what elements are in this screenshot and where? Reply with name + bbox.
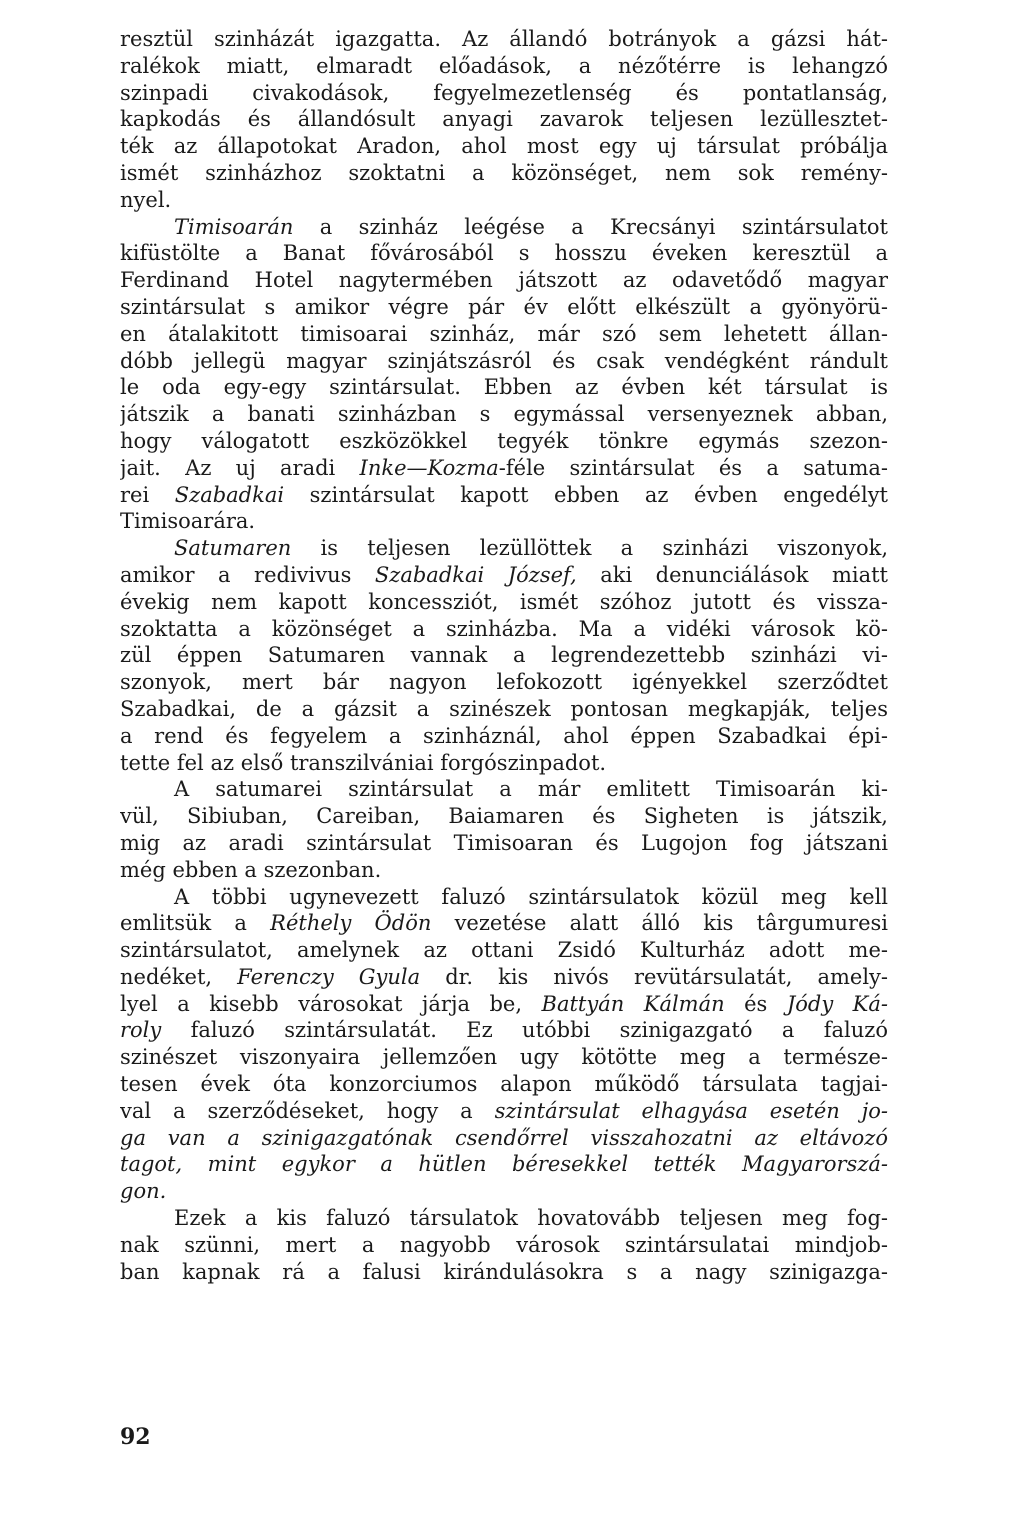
text-line bbox=[120, 428, 888, 455]
text-line bbox=[120, 133, 888, 160]
text-line bbox=[120, 455, 888, 482]
text-line bbox=[120, 857, 888, 884]
text-line bbox=[120, 723, 888, 750]
text-segment: -féle szintársulat és a satuma- bbox=[498, 455, 888, 480]
text-line bbox=[120, 1151, 888, 1178]
text-line bbox=[120, 803, 888, 830]
text-segment: faluzó szintársulatát. Ez utóbbi szinigazgató a faluzó bbox=[161, 1018, 888, 1043]
text-line bbox=[120, 294, 888, 321]
text-line bbox=[120, 562, 888, 589]
text-segment: szintársulat s amikor végre pár év előtt elkészült a gyönyörü- bbox=[120, 294, 888, 319]
text-segment: és bbox=[724, 991, 787, 1016]
text-line bbox=[120, 26, 888, 53]
text-line bbox=[120, 1259, 888, 1286]
text-line bbox=[120, 884, 888, 911]
text-segment: A satumarei szintársulat a már emlitett Timisoarán ki- bbox=[174, 777, 888, 802]
text-line bbox=[120, 830, 888, 857]
text-segment: szinészet viszonyaira jellemzően ugy kötötte meg a természe- bbox=[120, 1045, 888, 1070]
text-segment: tesen évek óta konzorciumos alapon működő társulata tagjai- bbox=[120, 1072, 888, 1097]
text-line bbox=[120, 1017, 888, 1044]
text-line bbox=[120, 991, 888, 1018]
text-segment: nak szünni, mert a nagyobb városok szintársulatai mindjob- bbox=[120, 1232, 888, 1257]
italic-text: Inke—Kozma bbox=[359, 455, 499, 480]
text-line bbox=[120, 1125, 888, 1152]
text-segment: is teljesen lezüllöttek a szinházi viszonyok, bbox=[291, 536, 888, 561]
text-segment: játszik a banati szinházban s egymással versenyeznek abban, bbox=[120, 402, 888, 427]
text-line bbox=[120, 750, 888, 777]
text-segment: a szinház leégése a Krecsányi szintársulatot bbox=[293, 214, 888, 239]
text-line bbox=[120, 214, 888, 241]
page-body bbox=[120, 26, 888, 1285]
text-segment: zül éppen Satumaren vannak a legrendezettebb szinházi vi- bbox=[120, 643, 888, 668]
text-segment: resztül szinházát igazgatta. Az állandó botrányok a gázsi hát- bbox=[120, 27, 888, 51]
text-line bbox=[120, 187, 888, 214]
text-segment: még ebben a szezonban. bbox=[120, 857, 382, 882]
text-line bbox=[120, 535, 888, 562]
text-line bbox=[120, 106, 888, 133]
italic-text: Ferenczy Gyula bbox=[237, 964, 421, 989]
text-segment: szintársulat kapott ebben az évben engedélyt bbox=[284, 482, 888, 507]
text-line bbox=[120, 1071, 888, 1098]
text-segment: aki denunciálások miatt bbox=[576, 562, 888, 587]
text-line bbox=[120, 1232, 888, 1259]
text-segment: szinpadi civakodások, fegyelmezetlenség és pontatlanság, bbox=[120, 80, 888, 105]
italic-text: tagot, mint egykor a hütlen béresekkel tették Magyarorszá- bbox=[120, 1152, 888, 1177]
text-line bbox=[120, 53, 888, 80]
text-segment: val a szerződéseket, hogy a bbox=[120, 1098, 495, 1123]
text-segment: tette fel az első transzilvániai forgószinpadot. bbox=[120, 750, 607, 775]
italic-text: Szabadkai bbox=[174, 482, 285, 507]
text-line bbox=[120, 160, 888, 187]
italic-text: szintársulat elhagyása esetén jo- bbox=[494, 1098, 888, 1123]
italic-text: Timisoarán bbox=[174, 214, 294, 239]
text-segment: lyel a kisebb városokat járja be, bbox=[120, 991, 542, 1016]
text-segment: a rend és fegyelem a szinháznál, ahol éppen Szabadkai épi- bbox=[120, 723, 888, 748]
text-line bbox=[120, 589, 888, 616]
text-segment: ismét szinházhoz szoktatni a közönséget, nem sok remény- bbox=[120, 160, 888, 185]
text-line bbox=[120, 964, 888, 991]
text-segment: le oda egy-egy szintársulat. Ebben az évben két társulat is bbox=[120, 375, 888, 400]
text-line bbox=[120, 1178, 888, 1205]
text-segment: Szabadkai, de a gázsit a szinészek pontosan megkapják, teljes bbox=[120, 696, 888, 721]
text-line bbox=[120, 240, 888, 267]
text-segment: szoktatta a közönséget a szinházba. Ma a vidéki városok kö- bbox=[120, 616, 888, 641]
page-number: 92 bbox=[120, 1424, 151, 1450]
text-line bbox=[120, 321, 888, 348]
italic-text: Réthely Ödön bbox=[270, 911, 432, 936]
text-segment: nyel. bbox=[120, 187, 172, 212]
text-segment: en átalakitott timisoarai szinház, már szó sem lehetett állan- bbox=[120, 321, 888, 346]
text-line bbox=[120, 616, 888, 643]
text-segment: szonyok, mert bár nagyon lefokozott igényekkel szerződtet bbox=[120, 670, 888, 695]
text-line bbox=[120, 1044, 888, 1071]
text-segment: nedéket, bbox=[120, 964, 238, 989]
text-line bbox=[120, 1098, 888, 1125]
text-line bbox=[120, 910, 888, 937]
text-segment: ban kapnak rá a falusi kirándulásokra s a nagy szinigazga- bbox=[120, 1259, 888, 1284]
italic-text: Szabadkai József, bbox=[374, 562, 577, 587]
text-segment: vezetése alatt álló kis târgumuresi bbox=[431, 911, 888, 936]
text-line bbox=[120, 267, 888, 294]
text-line bbox=[120, 696, 888, 723]
italic-text: gon. bbox=[120, 1179, 167, 1204]
text-segment: kifüstölte a Banat fővárosából s hosszu éveken keresztül a bbox=[120, 241, 888, 266]
text-line bbox=[120, 669, 888, 696]
text-line bbox=[120, 482, 888, 509]
text-line bbox=[120, 401, 888, 428]
text-line bbox=[120, 374, 888, 401]
text-segment: emlitsük a bbox=[120, 911, 271, 936]
text-line bbox=[120, 642, 888, 669]
text-segment: évekig nem kapott koncessziót, ismét szóhoz jutott és vissza- bbox=[120, 589, 888, 614]
text-line bbox=[120, 80, 888, 107]
text-segment: Timisoarára. bbox=[120, 509, 256, 534]
text-segment: szintársulatot, amelynek az ottani Zsidó Kulturház adott me- bbox=[120, 938, 888, 963]
italic-text: Jódy Ká- bbox=[786, 991, 888, 1016]
text-segment: rei bbox=[120, 482, 175, 507]
text-segment: Ferdinand Hotel nagytermében játszott az odavetődő magyar bbox=[120, 268, 888, 293]
italic-text: roly bbox=[120, 1018, 162, 1043]
text-segment: dóbb jellegü magyar szinjátszásról és csak vendégként rándult bbox=[120, 348, 888, 373]
italic-text: Satumaren bbox=[174, 536, 292, 561]
italic-text: ga van a szinigazgatónak csendőrrel visszahozatni az eltávozó bbox=[120, 1125, 888, 1150]
text-line bbox=[120, 508, 888, 535]
italic-text: Battyán Kálmán bbox=[541, 991, 725, 1016]
text-segment: A többi ugynevezett faluzó szintársulatok közül meg kell bbox=[174, 884, 888, 909]
text-line bbox=[120, 348, 888, 375]
text-line bbox=[120, 776, 888, 803]
text-segment: dr. kis nivós revütársulatát, amely- bbox=[420, 964, 888, 989]
text-segment: amikor a redivivus bbox=[120, 562, 375, 587]
text-segment: hogy válogatott eszközökkel tegyék tönkre egymás szezon- bbox=[120, 428, 888, 453]
text-line bbox=[120, 1205, 888, 1232]
text-segment: ték az állapotokat Aradon, ahol most egy uj társulat próbálja bbox=[120, 134, 888, 159]
text-segment: jait. Az uj aradi bbox=[120, 455, 360, 480]
text-segment: ralékok miatt, elmaradt előadások, a nézőtérre is lehangzó bbox=[120, 53, 888, 78]
text-segment: kapkodás és állandósult anyagi zavarok teljesen lezüllesztet- bbox=[120, 107, 888, 132]
text-segment: Ezek a kis faluzó társulatok hovatovább teljesen meg fog- bbox=[174, 1206, 888, 1231]
text-segment: mig az aradi szintársulat Timisoaran és Lugojon fog játszani bbox=[120, 830, 888, 855]
text-line bbox=[120, 937, 888, 964]
text-segment: vül, Sibiuban, Careiban, Baiamaren és Sigheten is játszik, bbox=[120, 804, 888, 829]
